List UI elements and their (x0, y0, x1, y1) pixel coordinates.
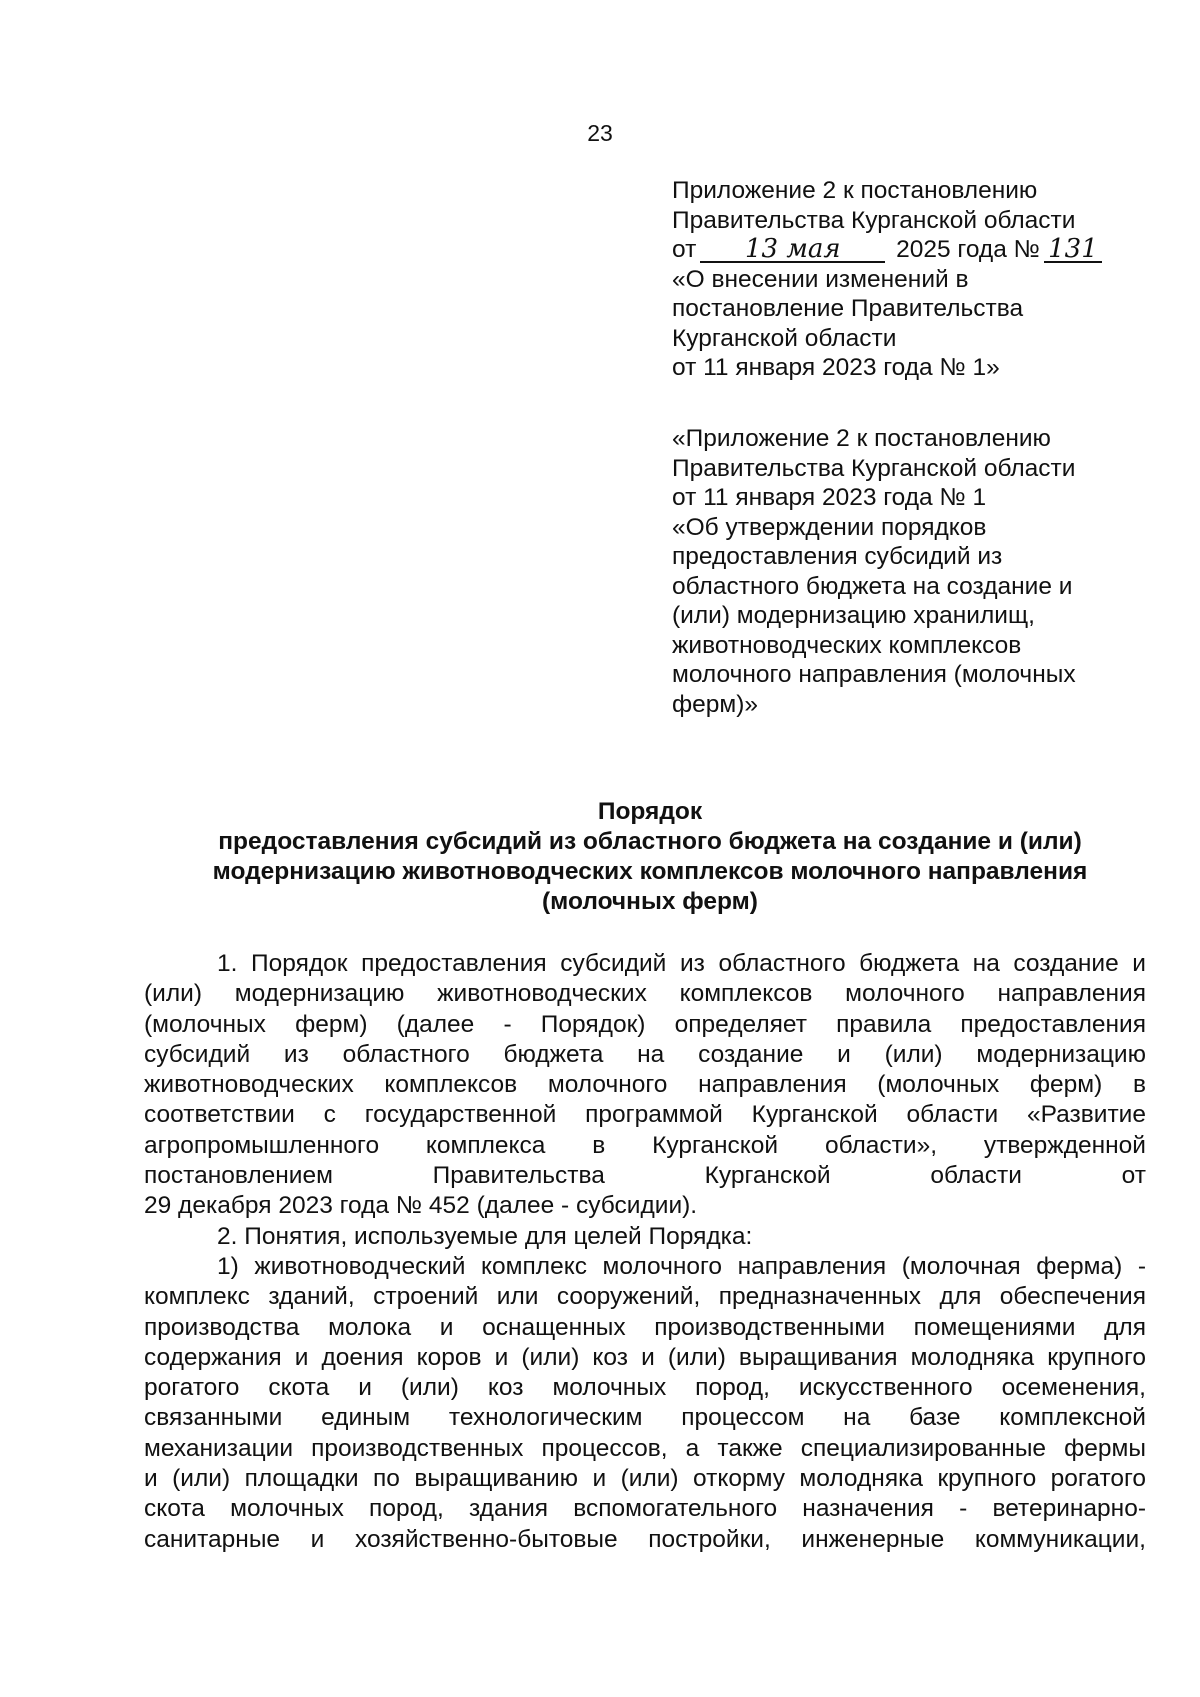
body-line: скота молочных пород, здания вспомогательного назначения - ветеринарно- (144, 1495, 1146, 1523)
body-line: связанными единым технологическим процессом на базе комплексной (144, 1404, 1146, 1432)
appendix-original-header (672, 424, 1142, 719)
body-line: постановлением Правительства Курганской области от (144, 1162, 1146, 1190)
title-line: модернизацию животноводческих комплексов молочного направления (212, 858, 1088, 885)
appendix-line: (или) модернизацию хранилищ, (672, 602, 1035, 629)
appendix-line: «Приложение 2 к постановлению (672, 425, 1051, 452)
appendix-line: ферм)» (672, 690, 759, 718)
title-line: предоставления субсидий из областного бюджета на создание и (или) (218, 828, 1082, 855)
document-title (140, 797, 1160, 917)
handwritten-number: 131 (1044, 237, 1102, 263)
appendix-line: Приложение 2 к постановлению (672, 177, 1038, 204)
body-line: 1. Порядок предоставления субсидий из областного бюджета на создание и (217, 950, 1146, 977)
body-line: рогатого скота и (или) коз молочных пород, искусственного осеменения, (144, 1374, 1146, 1402)
body-line: (или) модернизацию животноводческих комплексов молочного направления (144, 980, 1146, 1008)
title-line: Порядок (597, 798, 703, 825)
body-line: (молочных ферм) (далее - Порядок) определяет правила предоставления (144, 1010, 1146, 1038)
appendix-line: Правительства Курганской области (672, 454, 1076, 482)
body-line: механизации производственных процессов, а также специализированные фермы (144, 1434, 1146, 1462)
appendix-line: молочного направления (молочных (672, 661, 1076, 688)
document-body (144, 949, 1146, 1555)
year-text: 2025 года № (896, 236, 1040, 263)
body-line: и (или) площадки по выращиванию и (или) откорму молодняка крупного рогатого (144, 1465, 1146, 1493)
body-line: содержания и доения коров и (или) коз и (или) выращивания молодняка крупного (144, 1343, 1146, 1371)
body-line: животноводческих комплексов молочного направления (молочных ферм) в (144, 1071, 1146, 1099)
body-line: комплекс зданий, строений или сооружений, предназначенных для обеспечения (144, 1283, 1146, 1311)
date-prefix: от (672, 236, 697, 263)
appendix-date-line (672, 235, 1142, 265)
appendix-line: областного бюджета на создание и (672, 572, 1073, 600)
body-line: санитарные и хозяйственно-бытовые постройки, инженерные коммуникации, (144, 1525, 1146, 1553)
appendix-line: от 11 января 2023 года № 1» (672, 354, 1000, 381)
body-line: производства молока и оснащенных производственными помещениями для (144, 1313, 1146, 1341)
appendix-line: Правительства Курганской области (672, 206, 1076, 234)
appendix-line: Курганской области (672, 324, 897, 352)
body-line: 1) животноводческий комплекс молочного направления (молочная ферма) - (217, 1252, 1146, 1280)
appendix-line: животноводческих комплексов (672, 631, 1022, 659)
handwritten-date: 13 мая (700, 237, 885, 263)
body-line: 2. Понятия, используемые для целей Порядка: (217, 1222, 753, 1250)
appendix-line: постановление Правительства (672, 295, 1024, 322)
body-line: 29 декабря 2023 года № 452 (далее - субсидии). (144, 1192, 698, 1220)
appendix-line: «О внесении изменений в (672, 265, 969, 293)
title-line: (молочных ферм) (542, 888, 758, 915)
body-line: агропромышленного комплекса в Курганской области», утвержденной (144, 1131, 1146, 1159)
page-number: 23 (587, 120, 613, 146)
appendix-amendment-header (672, 176, 1142, 383)
body-line: субсидий из областного бюджета на создание и (или) модернизацию (144, 1040, 1146, 1068)
appendix-line: от 11 января 2023 года № 1 (672, 484, 987, 511)
appendix-line: предоставления субсидий из (672, 543, 1003, 570)
body-line: соответствии с государственной программой Курганской области «Развитие (144, 1101, 1146, 1129)
appendix-line: «Об утверждении порядков (672, 513, 987, 541)
